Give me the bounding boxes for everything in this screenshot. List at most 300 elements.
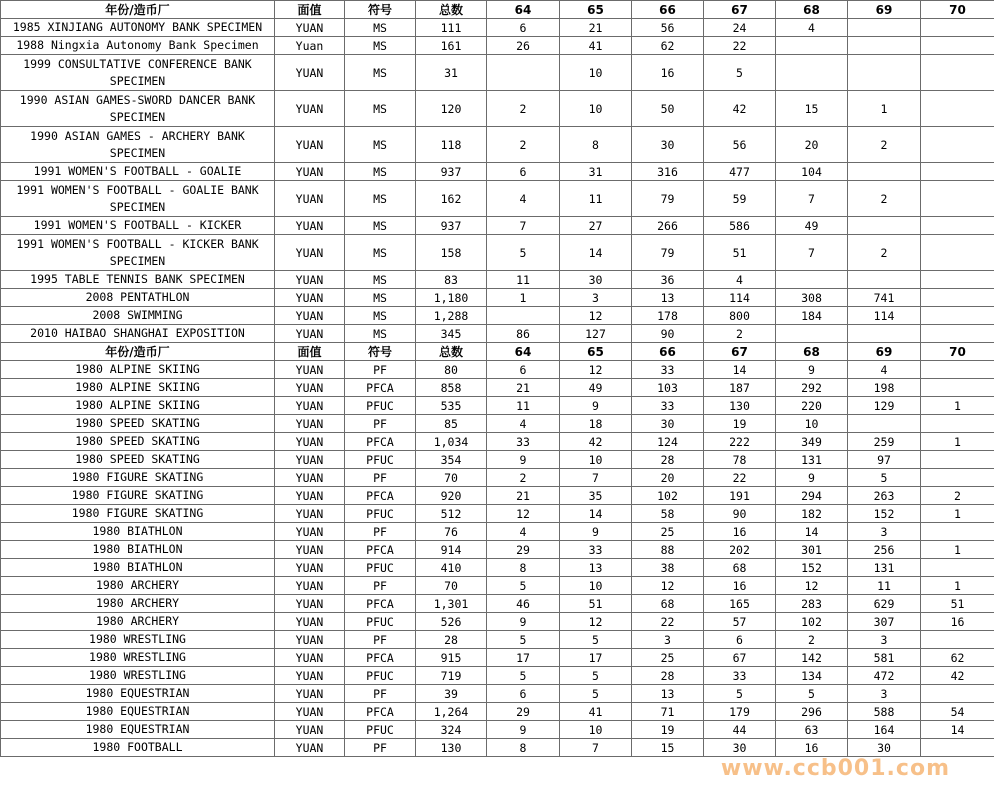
table-cell: 25 <box>632 523 704 541</box>
table-cell: 28 <box>632 451 704 469</box>
table-cell: 30 <box>848 739 921 757</box>
table-cell: PF <box>345 685 416 703</box>
table-cell: 79 <box>632 235 704 271</box>
table-row <box>1 703 994 721</box>
table-row <box>1 289 994 307</box>
table-cell: 56 <box>632 19 704 37</box>
coin-name-cell: 1999 CONSULTATIVE CONFERENCE BANK SPECIMEN <box>1 55 275 91</box>
table-cell: YUAN <box>275 613 345 631</box>
table-cell <box>776 271 848 289</box>
table-cell: 97 <box>848 451 921 469</box>
table-cell: 59 <box>704 181 776 217</box>
table-row <box>1 307 994 325</box>
column-header: 符号 <box>345 1 416 19</box>
table-cell: 130 <box>704 397 776 415</box>
table-cell <box>921 631 994 649</box>
table-cell: 256 <box>848 541 921 559</box>
table-cell: 16 <box>776 739 848 757</box>
table-row <box>1 37 994 55</box>
column-header: 年份/造币厂 <box>1 1 275 19</box>
table-cell: 222 <box>704 433 776 451</box>
column-header: 64 <box>487 1 560 19</box>
table-cell: YUAN <box>275 541 345 559</box>
table-cell: 4 <box>487 523 560 541</box>
coin-name-cell: 1990 ASIAN GAMES - ARCHERY BANK SPECIMEN <box>1 127 275 163</box>
table-cell: 1 <box>921 577 994 595</box>
table-cell: Yuan <box>275 37 345 55</box>
table-cell: 4 <box>776 19 848 37</box>
table-cell <box>921 163 994 181</box>
table-cell: 915 <box>416 649 487 667</box>
table-cell: 629 <box>848 595 921 613</box>
table-cell: 12 <box>487 505 560 523</box>
table-cell: 2 <box>487 127 560 163</box>
table-cell <box>848 37 921 55</box>
table-cell: 36 <box>632 271 704 289</box>
table-cell: PFUC <box>345 505 416 523</box>
table-cell: PF <box>345 739 416 757</box>
table-cell: PFUC <box>345 667 416 685</box>
table-cell: 130 <box>416 739 487 757</box>
table-cell: 3 <box>848 631 921 649</box>
table-cell <box>921 289 994 307</box>
table-cell: 292 <box>776 379 848 397</box>
table-cell: 1,180 <box>416 289 487 307</box>
column-header: 67 <box>704 1 776 19</box>
coin-name-cell: 1991 WOMEN'S FOOTBALL - KICKER BANK SPECIMEN <box>1 235 275 271</box>
table-cell: 308 <box>776 289 848 307</box>
table-cell: 581 <box>848 649 921 667</box>
table-cell: YUAN <box>275 163 345 181</box>
table-cell: 294 <box>776 487 848 505</box>
table-cell: 102 <box>776 613 848 631</box>
table-cell: MS <box>345 91 416 127</box>
table-cell: 1 <box>921 397 994 415</box>
table-cell <box>921 235 994 271</box>
column-header: 69 <box>848 1 921 19</box>
coin-name-cell: 1980 SPEED SKATING <box>1 433 275 451</box>
table-cell: 30 <box>704 739 776 757</box>
table-cell: MS <box>345 217 416 235</box>
table-cell: 152 <box>848 505 921 523</box>
table-cell: 161 <box>416 37 487 55</box>
table-cell <box>921 37 994 55</box>
table-cell: 5 <box>487 235 560 271</box>
table-row <box>1 361 994 379</box>
table-cell: 102 <box>632 487 704 505</box>
table-cell: 2 <box>487 469 560 487</box>
table-cell <box>848 163 921 181</box>
table-cell <box>776 55 848 91</box>
table-cell: 259 <box>848 433 921 451</box>
table-cell: 7 <box>560 469 632 487</box>
table-cell: MS <box>345 271 416 289</box>
coin-name-cell: 1980 WRESTLING <box>1 667 275 685</box>
coin-name-cell: 1980 FIGURE SKATING <box>1 469 275 487</box>
table-row <box>1 739 994 757</box>
table-cell: 22 <box>704 37 776 55</box>
table-row <box>1 631 994 649</box>
table-cell: 800 <box>704 307 776 325</box>
table-cell: 3 <box>632 631 704 649</box>
header-row <box>1 1 994 19</box>
table-cell: YUAN <box>275 235 345 271</box>
table-cell: 937 <box>416 163 487 181</box>
table-cell: 165 <box>704 595 776 613</box>
table-cell: 71 <box>632 703 704 721</box>
table-cell: 17 <box>487 649 560 667</box>
table-cell: 62 <box>632 37 704 55</box>
coin-name-cell: 1980 BIATHLON <box>1 559 275 577</box>
table-row <box>1 505 994 523</box>
table-cell: 10 <box>560 721 632 739</box>
table-cell: 42 <box>921 667 994 685</box>
table-cell: 2 <box>848 127 921 163</box>
table-cell: 21 <box>560 19 632 37</box>
table-cell: 21 <box>487 379 560 397</box>
coin-name-cell: 1980 FIGURE SKATING <box>1 487 275 505</box>
table-cell: 90 <box>632 325 704 343</box>
table-cell: 103 <box>632 379 704 397</box>
table-cell: 11 <box>487 397 560 415</box>
table-cell: 5 <box>560 631 632 649</box>
table-cell: YUAN <box>275 433 345 451</box>
table-cell: YUAN <box>275 55 345 91</box>
table-cell: 28 <box>632 667 704 685</box>
table-cell: 70 <box>416 577 487 595</box>
table-cell: PFUC <box>345 559 416 577</box>
table-cell: 118 <box>416 127 487 163</box>
table-cell: 220 <box>776 397 848 415</box>
table-cell: PFCA <box>345 379 416 397</box>
table-cell: PFCA <box>345 487 416 505</box>
table-cell: PFCA <box>345 703 416 721</box>
table-cell: 324 <box>416 721 487 739</box>
table-cell: 41 <box>560 37 632 55</box>
table-cell: 19 <box>632 721 704 739</box>
table-cell: 316 <box>632 163 704 181</box>
table-cell: 7 <box>487 217 560 235</box>
table-cell: PF <box>345 415 416 433</box>
table-cell: 266 <box>632 217 704 235</box>
column-header: 65 <box>560 1 632 19</box>
table-cell: 54 <box>921 703 994 721</box>
table-cell <box>921 559 994 577</box>
coin-name-cell: 1988 Ningxia Autonomy Bank Specimen <box>1 37 275 55</box>
table-cell: YUAN <box>275 91 345 127</box>
table-cell: 8 <box>487 739 560 757</box>
table-row <box>1 325 994 343</box>
table-cell: 588 <box>848 703 921 721</box>
table-cell: 51 <box>921 595 994 613</box>
table-cell: 57 <box>704 613 776 631</box>
table-cell: 78 <box>704 451 776 469</box>
table-cell: 10 <box>560 577 632 595</box>
table-row <box>1 217 994 235</box>
table-cell: 477 <box>704 163 776 181</box>
table-cell: 9 <box>560 523 632 541</box>
table-cell: YUAN <box>275 19 345 37</box>
table-row <box>1 667 994 685</box>
table-cell: 2 <box>487 91 560 127</box>
table-cell: 12 <box>776 577 848 595</box>
table-row <box>1 613 994 631</box>
table-cell <box>776 37 848 55</box>
table-cell: 18 <box>560 415 632 433</box>
table-cell: 70 <box>416 469 487 487</box>
coin-name-cell: 1991 WOMEN'S FOOTBALL - GOALIE <box>1 163 275 181</box>
table-cell: 178 <box>632 307 704 325</box>
table-cell: 5 <box>704 55 776 91</box>
column-header: 67 <box>704 343 776 361</box>
table-cell: 8 <box>487 559 560 577</box>
table-cell: MS <box>345 55 416 91</box>
table-cell: 26 <box>487 37 560 55</box>
table-cell: YUAN <box>275 217 345 235</box>
table-cell: 3 <box>848 685 921 703</box>
table-row <box>1 235 994 271</box>
table-cell: 914 <box>416 541 487 559</box>
table-cell: 4 <box>487 181 560 217</box>
table-cell: 2 <box>921 487 994 505</box>
table-cell: 44 <box>704 721 776 739</box>
table-row <box>1 181 994 217</box>
table-cell: YUAN <box>275 397 345 415</box>
table-cell <box>921 271 994 289</box>
table-cell <box>921 127 994 163</box>
table-cell: 20 <box>632 469 704 487</box>
table-cell: 114 <box>848 307 921 325</box>
table-cell: 152 <box>776 559 848 577</box>
table-cell: 5 <box>560 685 632 703</box>
table-cell <box>921 379 994 397</box>
column-header: 符号 <box>345 343 416 361</box>
column-header: 总数 <box>416 1 487 19</box>
coin-name-cell: 1980 ARCHERY <box>1 613 275 631</box>
table-cell <box>848 325 921 343</box>
coin-name-cell: 1980 ALPINE SKIING <box>1 397 275 415</box>
coin-name-cell: 2008 PENTATHLON <box>1 289 275 307</box>
table-cell: PFCA <box>345 433 416 451</box>
table-cell: 1 <box>848 91 921 127</box>
table-row <box>1 397 994 415</box>
coin-name-cell: 1991 WOMEN'S FOOTBALL - KICKER <box>1 217 275 235</box>
table-row <box>1 541 994 559</box>
table-cell: 56 <box>704 127 776 163</box>
table-cell <box>921 523 994 541</box>
table-cell: 1 <box>921 433 994 451</box>
table-cell: 85 <box>416 415 487 433</box>
table-cell: 120 <box>416 91 487 127</box>
table-cell: 1,301 <box>416 595 487 613</box>
table-cell: PFUC <box>345 721 416 739</box>
table-cell: 1 <box>487 289 560 307</box>
table-cell: 67 <box>704 649 776 667</box>
table-cell <box>921 739 994 757</box>
coin-name-cell: 1980 EQUESTRIAN <box>1 685 275 703</box>
table-cell: 50 <box>632 91 704 127</box>
column-header: 68 <box>776 343 848 361</box>
table-cell: PF <box>345 361 416 379</box>
table-cell: 5 <box>487 667 560 685</box>
table-cell: 46 <box>487 595 560 613</box>
table-cell: 68 <box>632 595 704 613</box>
table-cell: 11 <box>487 271 560 289</box>
table-cell: YUAN <box>275 325 345 343</box>
table-cell: PFCA <box>345 649 416 667</box>
table-cell: 11 <box>560 181 632 217</box>
table-cell <box>848 271 921 289</box>
table-cell: 9 <box>487 451 560 469</box>
table-row <box>1 55 994 91</box>
table-cell <box>921 217 994 235</box>
column-header: 70 <box>921 1 994 19</box>
table-cell: 76 <box>416 523 487 541</box>
table-cell: 30 <box>560 271 632 289</box>
table-row <box>1 577 994 595</box>
table-cell: 202 <box>704 541 776 559</box>
table-cell: MS <box>345 181 416 217</box>
table-cell: 42 <box>560 433 632 451</box>
coin-name-cell: 1990 ASIAN GAMES-SWORD DANCER BANK SPECIMEN <box>1 91 275 127</box>
table-cell: 49 <box>560 379 632 397</box>
table-cell: 5 <box>487 577 560 595</box>
table-cell: 6 <box>487 163 560 181</box>
table-cell: 4 <box>848 361 921 379</box>
table-cell: YUAN <box>275 451 345 469</box>
table-cell: YUAN <box>275 703 345 721</box>
table-cell: 16 <box>632 55 704 91</box>
table-cell: 142 <box>776 649 848 667</box>
column-header: 69 <box>848 343 921 361</box>
header-row <box>1 343 994 361</box>
table-cell: 33 <box>632 397 704 415</box>
table-cell: 472 <box>848 667 921 685</box>
coin-name-cell: 1980 ALPINE SKIING <box>1 361 275 379</box>
coin-name-cell: 1995 TABLE TENNIS BANK SPECIMEN <box>1 271 275 289</box>
table-cell: 9 <box>487 721 560 739</box>
table-cell: 79 <box>632 181 704 217</box>
table-cell: 39 <box>416 685 487 703</box>
table-cell: 16 <box>704 523 776 541</box>
table-row <box>1 649 994 667</box>
table-cell: 124 <box>632 433 704 451</box>
table-cell: YUAN <box>275 469 345 487</box>
table-cell: YUAN <box>275 487 345 505</box>
table-cell <box>921 325 994 343</box>
table-cell: 38 <box>632 559 704 577</box>
coin-name-cell: 1980 FIGURE SKATING <box>1 505 275 523</box>
table-cell: PFUC <box>345 613 416 631</box>
table-cell: 5 <box>704 685 776 703</box>
column-header: 68 <box>776 1 848 19</box>
table-cell: YUAN <box>275 649 345 667</box>
table-cell: MS <box>345 325 416 343</box>
table-cell <box>921 91 994 127</box>
table-cell: 24 <box>704 19 776 37</box>
table-cell: YUAN <box>275 505 345 523</box>
table-row <box>1 379 994 397</box>
table-cell: PF <box>345 523 416 541</box>
table-cell: 7 <box>776 181 848 217</box>
table-cell <box>848 19 921 37</box>
table-cell: 33 <box>560 541 632 559</box>
table-cell: 134 <box>776 667 848 685</box>
table-cell: 20 <box>776 127 848 163</box>
table-cell: 12 <box>560 361 632 379</box>
coin-name-cell: 1991 WOMEN'S FOOTBALL - GOALIE BANK SPECIMEN <box>1 181 275 217</box>
table-cell <box>487 307 560 325</box>
table-cell: 28 <box>416 631 487 649</box>
column-header: 64 <box>487 343 560 361</box>
table-row <box>1 595 994 613</box>
table-cell: 858 <box>416 379 487 397</box>
table-row <box>1 271 994 289</box>
table-cell: 16 <box>704 577 776 595</box>
table-cell: YUAN <box>275 721 345 739</box>
table-cell <box>921 361 994 379</box>
column-header: 65 <box>560 343 632 361</box>
table-row <box>1 163 994 181</box>
table-cell: PFUC <box>345 451 416 469</box>
table-cell: 111 <box>416 19 487 37</box>
column-header: 面值 <box>275 343 345 361</box>
table-cell: 131 <box>776 451 848 469</box>
table-cell: 41 <box>560 703 632 721</box>
table-cell: 129 <box>848 397 921 415</box>
table-cell: 29 <box>487 703 560 721</box>
table-row <box>1 433 994 451</box>
table-cell: YUAN <box>275 685 345 703</box>
coin-name-cell: 1980 ALPINE SKIING <box>1 379 275 397</box>
table-cell: 4 <box>704 271 776 289</box>
table-cell: 349 <box>776 433 848 451</box>
table-cell: 131 <box>848 559 921 577</box>
coin-name-cell: 1980 WRESTLING <box>1 631 275 649</box>
table-cell: 7 <box>560 739 632 757</box>
table-cell: YUAN <box>275 127 345 163</box>
table-cell: 14 <box>560 505 632 523</box>
table-cell: 31 <box>560 163 632 181</box>
table-cell: 920 <box>416 487 487 505</box>
table-cell: 179 <box>704 703 776 721</box>
coin-name-cell: 2008 SWIMMING <box>1 307 275 325</box>
table-cell: YUAN <box>275 595 345 613</box>
table-cell: 307 <box>848 613 921 631</box>
table-cell: 296 <box>776 703 848 721</box>
table-cell: 3 <box>560 289 632 307</box>
table-cell: 263 <box>848 487 921 505</box>
table-cell: 535 <box>416 397 487 415</box>
coin-name-cell: 1980 FOOTBALL <box>1 739 275 757</box>
coin-name-cell: 1980 SPEED SKATING <box>1 451 275 469</box>
table-row <box>1 469 994 487</box>
table-cell: 5 <box>776 685 848 703</box>
table-cell: 937 <box>416 217 487 235</box>
table-row <box>1 127 994 163</box>
table-cell: YUAN <box>275 307 345 325</box>
column-header: 总数 <box>416 343 487 361</box>
table-cell: 80 <box>416 361 487 379</box>
table-cell: 7 <box>776 235 848 271</box>
table-cell: 88 <box>632 541 704 559</box>
table-cell <box>921 469 994 487</box>
table-cell: 14 <box>704 361 776 379</box>
table-cell: YUAN <box>275 361 345 379</box>
table-row <box>1 721 994 739</box>
table-cell: 10 <box>560 55 632 91</box>
table-row <box>1 19 994 37</box>
